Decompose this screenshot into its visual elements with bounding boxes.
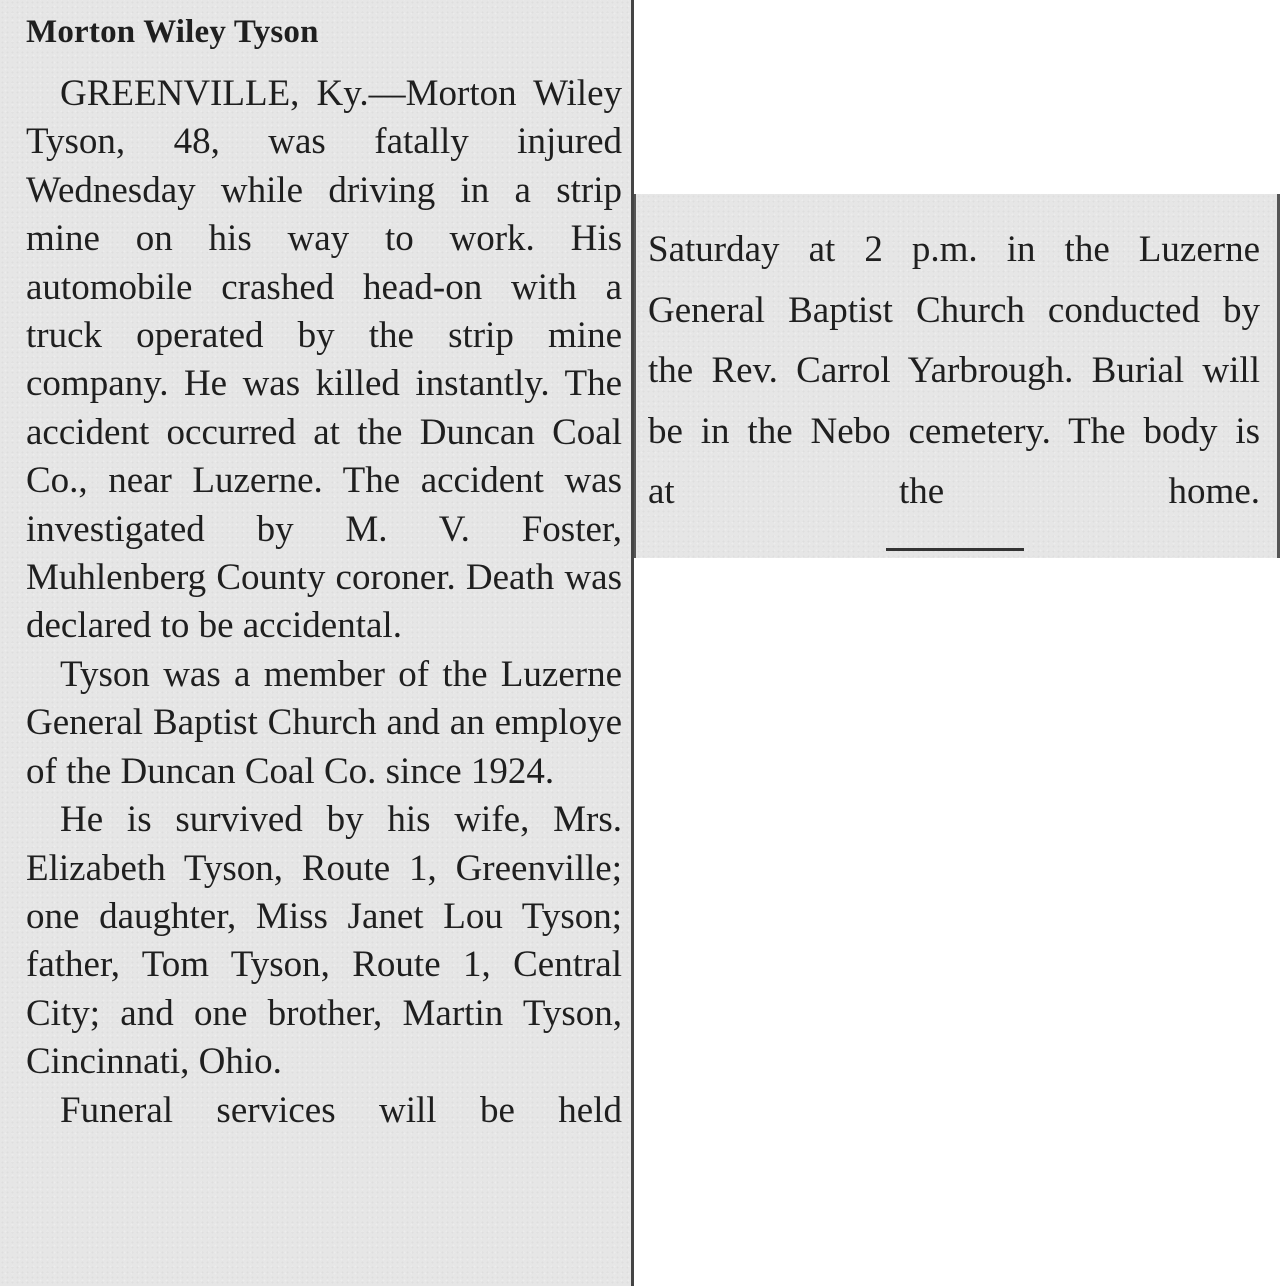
article-body (26, 70, 622, 1135)
paragraph-funeral-start: Funeral services will be held (60, 1089, 622, 1131)
clipping-main-column (0, 0, 634, 1286)
paragraph-survivors: He is survived by his wife, Mrs. Elizabeth Tyson, Route 1, Greenville; one daughter, Miss Janet Lou Tyson; father, Tom Tyson, Route 1, Central City; and one brother, Martin Tyson, Cincinnati, Ohio. (26, 799, 622, 1083)
paragraph-funeral-continued: Saturday at 2 p.m. in the Luzerne General Baptist Church conducted by the Rev. Carrol Yarbrough. Burial will be in the Nebo cemetery. The body is at the home. (648, 229, 1260, 512)
clipping-continuation (634, 194, 1280, 558)
paragraph-accident: GREENVILLE, Ky.—Morton Wiley Tyson, 48, was fatally injured Wednesday while driving in a strip mine on his way to work. His automobile crashed head-on with a truck operated by the strip mine company. He was killed instantly. The accident occurred at the Duncan Coal Co., near Luzerne. The accident was investigated by M. V. Foster, Muhlenberg County coroner. Death was declared to be accidental. (26, 73, 622, 647)
paragraph-membership: Tyson was a member of the Luzerne General Baptist Church and an employe of the Duncan Coal Co. since 1924. (26, 653, 622, 792)
obituary-headline: Morton Wiley Tyson (26, 14, 319, 50)
section-divider (886, 548, 1024, 551)
